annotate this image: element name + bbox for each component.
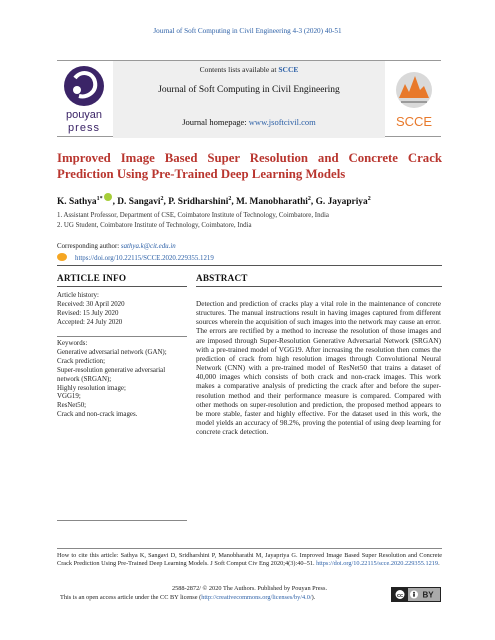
author-name: D. Sangavi	[117, 197, 161, 207]
history-line: Accepted: 24 July 2020	[57, 318, 123, 326]
corresponding-author	[57, 243, 176, 250]
running-head: Journal of Soft Computing in Civil Engineering 4-3 (2020) 40-51	[153, 27, 342, 35]
homepage-link[interactable]: www.jsoftcivil.com	[248, 117, 316, 127]
license-prefix: This is an open access article under the CC BY license (	[60, 594, 202, 601]
author-sup: 2	[160, 195, 164, 202]
abstract-text: Detection and prediction of cracks play a vital role in the maintenance of concrete structures. The manual instructions result in having images captured from different sources wherein the acquisition of such images into the network may cause an error. The errors are rectified by a method to increase the resolution of those images and are imposed through Super-Resolution Generative Adversarial Network (SRGAN) with a pre-trained model of VGG19. After increasing the resolution then comes the prediction of crack from high resolution images through Convolutional Neural Network (CNN) with a pre-trained model of ResNet50 that trains a dataset of 40,000 images which consists of both crack and non-crack images. This work makes a comparative analysis of predicting the crack after and before the super-resolution method and their performance measure is compared. Compared with other methods on super-resolution and prediction, the proposed method appears to be more stable, faster and highly effective. For the dataset used in this work, the model yields an accuracy of 98.2%, proving the potential of using deep learning for concrete crack detection.	[196, 300, 441, 437]
keyword-item: VGG19;	[57, 393, 81, 401]
author-sup: 1*	[96, 195, 103, 202]
author-sup: 2	[307, 195, 311, 202]
keywords-block	[57, 336, 187, 420]
copyright-line: 2588-2872/ © 2020 The Authors. Published by Pouyan Press.	[171, 585, 328, 592]
article-title: Improved Image Based Super Resolution and Concrete Crack Prediction Using Pre-Trained Deep Learning Models	[57, 151, 442, 181]
by-label: BY	[422, 590, 434, 600]
keyword-item: Highly resolution image;	[57, 384, 126, 392]
abstract-heading: ABSTRACT	[196, 273, 248, 283]
author-sup: 2	[228, 195, 232, 202]
logo-text-press: press	[68, 122, 100, 134]
doi-line	[57, 253, 214, 262]
masthead-box	[113, 61, 385, 138]
cc-by-badge[interactable]	[391, 587, 441, 602]
author-name: P. Sridharshini	[168, 197, 229, 207]
homepage-line	[113, 117, 385, 127]
journal-masthead	[57, 60, 441, 137]
author-sup: 2	[367, 195, 371, 202]
author-name: G. Jayapriya	[315, 197, 368, 207]
article-info-heading: ARTICLE INFO	[57, 273, 127, 283]
scce-logo	[387, 64, 441, 136]
contents-prefix: Contents lists available at	[199, 65, 279, 74]
journal-name: Journal of Soft Computing in Civil Engineering	[158, 85, 340, 95]
keywords-label: Keywords:	[57, 340, 88, 347]
logo-text-pouyan: pouyan	[65, 109, 103, 121]
keywords-bottom-rule	[57, 520, 187, 521]
author-list: K. Sathya$^{1*}$ , D. Sangavi$^2$, P. Sridharshini$^2$, M. Manobharathi$^2$, G. Jayapriya$^2$	[57, 193, 457, 207]
homepage-prefix: Journal homepage:	[182, 117, 249, 127]
corresponding-label: Corresponding author:	[57, 243, 121, 250]
article-info-rule	[57, 286, 187, 287]
history-line: Revised: 15 July 2020	[57, 309, 119, 317]
author-name: M. Manobharathi	[236, 197, 308, 207]
doi-icon	[57, 253, 67, 261]
pouyan-press-logo	[57, 64, 111, 136]
license-line	[60, 594, 400, 601]
orcid-icon[interactable]	[104, 193, 112, 201]
history-line: Received: 30 April 2020	[57, 300, 125, 308]
author-name: K. Sathya	[57, 197, 97, 207]
contents-brand-link[interactable]: SCCE	[278, 65, 299, 74]
contents-line	[113, 65, 385, 74]
cc-icon: cc	[396, 592, 404, 599]
history-line: Article history:	[57, 292, 99, 299]
logo-text-scce: SCCE	[395, 114, 433, 129]
affiliation-1: 1. Assistant Professor, Department of CSE, Coimbatore Institute of Technology, Coimbatore, India	[57, 212, 329, 219]
keyword-item: Crack and non-crack images.	[57, 411, 138, 419]
keyword-item: ResNet50;	[57, 402, 87, 410]
keyword-item: Crack prediction;	[57, 357, 106, 365]
citation-link[interactable]: https://doi.org/10.22115/scce.2020.229355.1219	[316, 560, 439, 567]
article-history	[57, 292, 187, 328]
affiliation-2: 2. UG Student, Coimbatore Institute of Technology, Coimbatore, India	[57, 222, 252, 229]
corresponding-email-link[interactable]: sathya.k@cit.edu.in	[120, 243, 176, 250]
license-suffix: ).	[311, 594, 316, 601]
section-divider	[57, 265, 442, 266]
doi-link[interactable]: https://doi.org/10.22115/SCCE.2020.229355.1219	[75, 255, 214, 262]
keyword-item: Super-resolution generative adversarial network (SRGAN);	[57, 366, 166, 383]
citation-box: How to cite this article: Sathya K, Sangavi D, Sridharshini P, Manobharathi M, Jayapriya G. Improved Image Based Super Resolution and Concrete Crack Prediction Using Pre-Trained Deep Learning Models. J Soft Comput Civ Eng 2020;4(3):40–51. https://doi.org/10.22115/scce.2020.229355.1219.	[57, 548, 442, 568]
abstract-rule	[196, 286, 442, 287]
citation-text: How to cite this article: Sathya K, Sangavi D, Sridharshini P, Manobharathi M, Jayapriya G. Improved Image Based Super Resolution and Concrete Crack Prediction Using Pre-Trained Deep Learning Models. J Soft Comput Civ Eng 2020;4(3):40–51.	[57, 552, 442, 567]
keyword-item: Generative adversarial network (GAN);	[57, 348, 167, 356]
license-link[interactable]: http://creativecommons.org/licenses/by/4.0/	[201, 594, 312, 601]
